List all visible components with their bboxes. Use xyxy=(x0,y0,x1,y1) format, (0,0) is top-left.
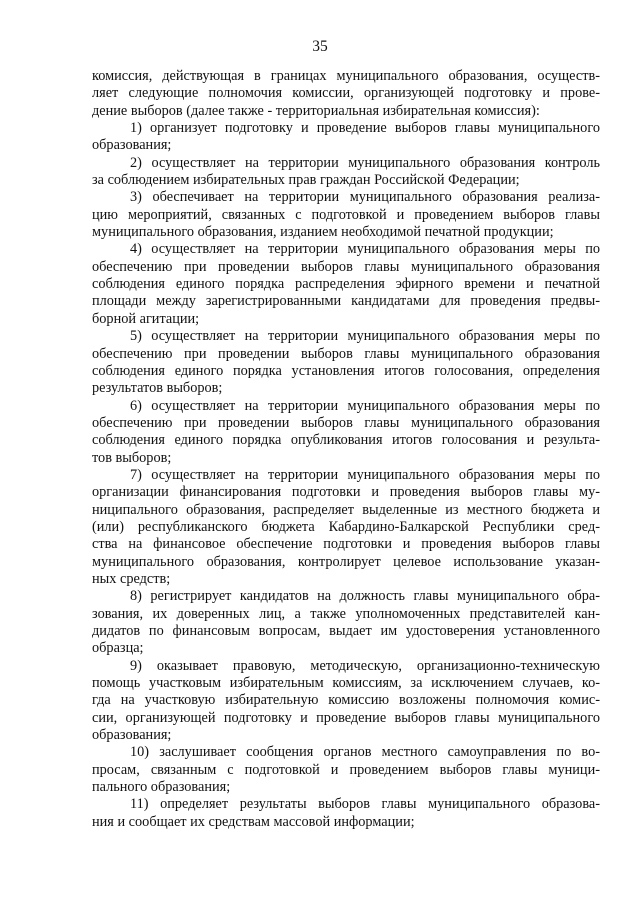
paragraph-item-9 xyxy=(92,658,600,745)
paragraph-item-11 xyxy=(92,796,600,831)
text-line: обеспечению при проведении выборов главы муниципального образования xyxy=(92,414,600,431)
paragraph-item-5 xyxy=(92,328,600,397)
text-line: результатов выборов; xyxy=(92,380,223,397)
text-line: за соблюдением избирательных прав граждан Российской Федерации; xyxy=(92,172,520,189)
text-line: ных средств; xyxy=(92,570,171,587)
text-line: ния и сообщает их средствам массовой информации; xyxy=(92,813,415,830)
text-line: 2) осуществляет на территории муниципального образования контроль xyxy=(130,154,600,171)
text-line: комиссия, действующая в границах муниципального образования, осуществ- xyxy=(92,68,600,84)
text-line: 6) осуществляет на территории муниципального образования меры по xyxy=(130,397,600,414)
paragraph-item-6 xyxy=(92,398,600,467)
paragraph-item-8 xyxy=(92,588,600,657)
text-line: организации финансирования подготовки и проведения выборов главы му- xyxy=(92,484,600,501)
text-line: тов выборов; xyxy=(92,449,172,466)
text-line: площади между зарегистрированными кандидатами для проведения предвы- xyxy=(92,293,600,310)
text-line: 11) определяет результаты выборов главы муниципального образова- xyxy=(130,796,600,813)
paragraph-item-2 xyxy=(92,155,600,190)
paragraph-item-3 xyxy=(92,189,600,241)
text-line: пального образования; xyxy=(92,779,231,796)
text-line: образца; xyxy=(92,640,144,657)
text-line: образования; xyxy=(92,727,172,744)
text-line: просам, связанным с подготовкой и проведением выборов главы муници- xyxy=(92,761,600,778)
text-line: ляет следующие полномочия комиссии, организующей подготовку и прове- xyxy=(92,85,600,102)
text-line: сии, организующей подготовку и проведение выборов главы муниципального xyxy=(92,709,600,726)
text-line: образования; xyxy=(92,137,172,154)
text-line: (или) республиканского бюджета Кабардино-Балкарской Республики сред- xyxy=(92,518,600,535)
paragraph-item-10 xyxy=(92,744,600,796)
text-line: 4) осуществляет на территории муниципального образования меры по xyxy=(130,241,600,258)
text-line: дидатов по финансовым вопросам, выдает им удостоверения установленного xyxy=(92,623,600,639)
text-line: муниципального образования, изданием необходимой печатной продукции; xyxy=(92,224,554,241)
text-line: ства на финансовое обеспечение подготовки и проведения выборов главы xyxy=(92,536,600,553)
page-number: 35 xyxy=(312,38,328,55)
text-line: 10) заслушивает сообщения органов местного самоуправления по во- xyxy=(130,744,600,761)
text-line: соблюдения единого порядка установления итогов голосования, определения xyxy=(92,362,600,379)
document-body xyxy=(92,68,600,831)
text-line: соблюдения единого порядка опубликования итогов голосования и результа- xyxy=(92,432,600,449)
text-line: дение выборов (далее также - территориальная избирательная комиссия): xyxy=(92,102,540,119)
text-line: зования, их доверенных лиц, а также уполномоченных представителей кан- xyxy=(92,605,600,622)
text-line: цию мероприятий, связанных с подготовкой и проведением выборов главы xyxy=(92,206,600,223)
text-line: 9) оказывает правовую, методическую, организационно-техническую xyxy=(130,657,600,674)
text-line: муниципального образования, контролирует целевое использование указан- xyxy=(92,553,600,570)
text-line: обеспечению при проведении выборов главы муниципального образования xyxy=(92,258,600,275)
text-line: ниципального образования, распределяет выделенные из местного бюджета и xyxy=(92,501,600,518)
text-line: обеспечению при проведении выборов главы муниципального образования xyxy=(92,345,600,362)
text-line: 1) организует подготовку и проведение выборов главы муниципального xyxy=(130,120,600,137)
paragraph-item-7 xyxy=(92,467,600,588)
text-line: 8) регистрирует кандидатов на должность главы муниципального обра- xyxy=(130,588,600,605)
text-line: 7) осуществляет на территории муниципального образования меры по xyxy=(130,466,600,483)
text-line: гда на участковую избирательную комиссию возложены полномочия комис- xyxy=(92,692,600,709)
text-line: 5) осуществляет на территории муниципального образования меры по xyxy=(130,328,600,345)
paragraph-intro xyxy=(92,68,600,120)
text-line: соблюдения единого порядка распределения эфирного времени и печатной xyxy=(92,276,600,293)
paragraph-item-4 xyxy=(92,241,600,328)
text-line: 3) обеспечивает на территории муниципального образования реализа- xyxy=(130,189,600,206)
text-line: борной агитации; xyxy=(92,310,200,327)
text-line: помощь участковым избирательным комиссиям, за исключением случаев, ко- xyxy=(92,675,600,692)
paragraph-item-1 xyxy=(92,120,600,155)
